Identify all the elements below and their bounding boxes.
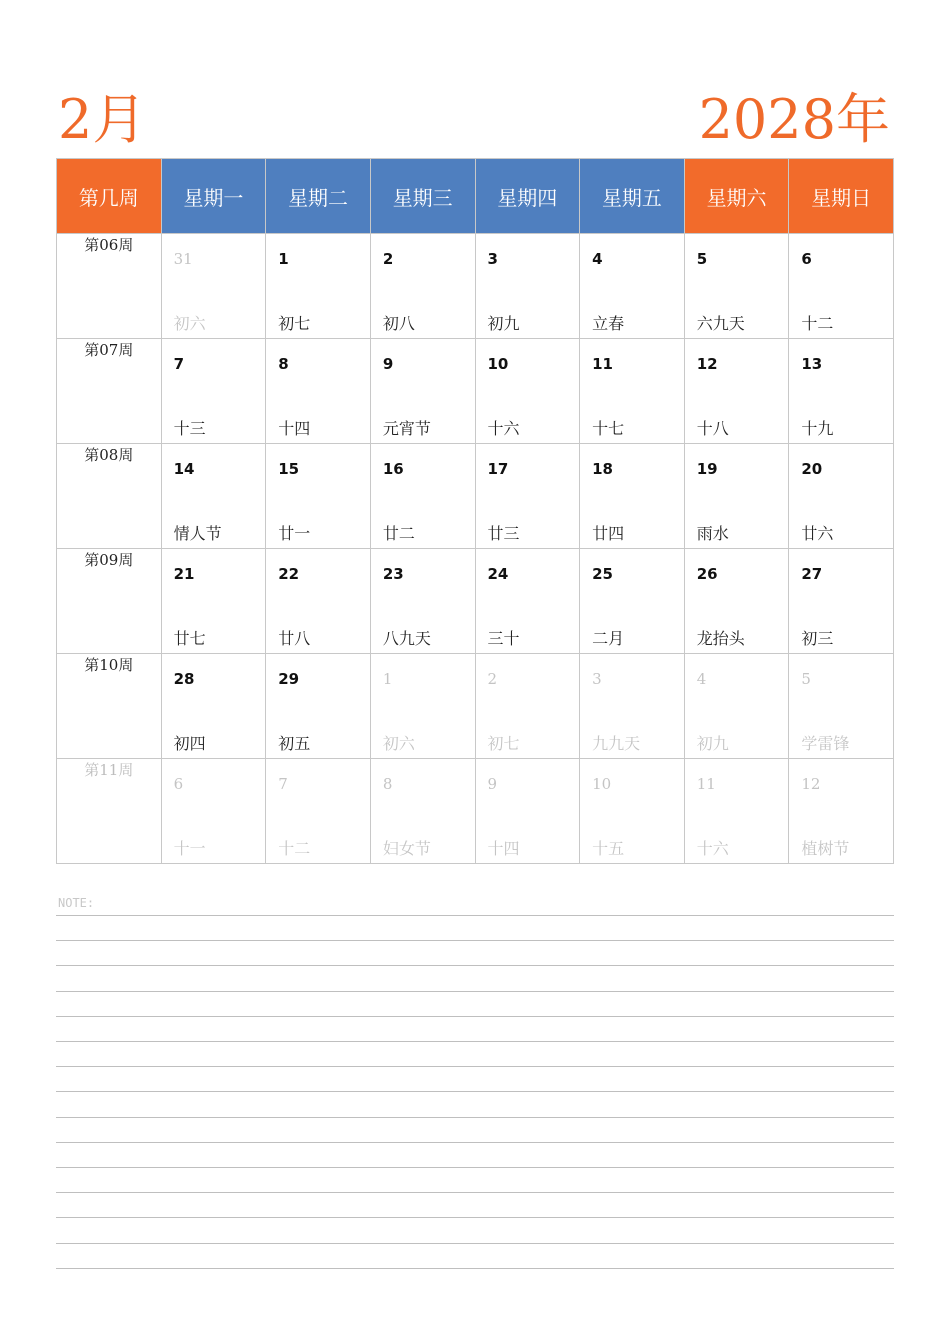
lunar-date: 雨水: [696, 524, 729, 543]
day-cell[interactable]: [370, 339, 475, 444]
lunar-date: 十九: [801, 419, 834, 438]
lunar-date: 元宵节: [382, 419, 431, 438]
day-cell[interactable]: [266, 549, 371, 654]
week-number-cell: 第08周: [57, 444, 162, 549]
weekday-header-row: [57, 159, 894, 234]
col-header-tuesday: 星期二: [266, 159, 371, 234]
day-cell[interactable]: [266, 339, 371, 444]
day-cell[interactable]: [161, 339, 266, 444]
day-number: 29: [278, 670, 300, 688]
day-cell[interactable]: [266, 444, 371, 549]
day-cell[interactable]: [266, 654, 371, 759]
day-number: 1: [278, 250, 289, 268]
day-number: 21: [173, 565, 195, 583]
week-row: [57, 759, 894, 864]
day-number: 10: [592, 775, 612, 793]
day-cell[interactable]: [789, 234, 894, 339]
day-cell[interactable]: [475, 654, 580, 759]
day-cell[interactable]: [370, 234, 475, 339]
lunar-date: 初五: [278, 734, 311, 753]
week-number-cell: 第09周: [57, 549, 162, 654]
day-cell[interactable]: [475, 759, 580, 864]
lunar-date: 二月: [592, 629, 625, 648]
lunar-date: 十四: [278, 419, 311, 438]
day-number: 13: [801, 355, 823, 373]
lunar-date: 妇女节: [382, 839, 431, 858]
lunar-date: 十七: [592, 419, 625, 438]
lunar-date: 十二: [801, 314, 834, 333]
day-cell[interactable]: [789, 654, 894, 759]
day-number: 9: [487, 775, 498, 793]
day-cell[interactable]: [475, 549, 580, 654]
day-number: 8: [278, 355, 289, 373]
day-cell[interactable]: [475, 444, 580, 549]
week-row: [57, 234, 894, 339]
day-number: 5: [696, 250, 708, 268]
lunar-date: 十八: [696, 419, 729, 438]
note-line: [56, 991, 894, 992]
day-number: 7: [173, 355, 185, 373]
day-cell[interactable]: [789, 549, 894, 654]
col-header-saturday: 星期六: [684, 159, 789, 234]
lunar-date: 植树节: [801, 839, 850, 858]
day-cell[interactable]: [580, 444, 685, 549]
note-line: [56, 1117, 894, 1118]
lunar-date: 十三: [173, 419, 206, 438]
week-number-cell: 第10周: [57, 654, 162, 759]
day-cell[interactable]: [370, 759, 475, 864]
week-row: [57, 654, 894, 759]
col-header-friday: 星期五: [580, 159, 685, 234]
day-cell[interactable]: [266, 234, 371, 339]
lunar-date: 情人节: [173, 524, 222, 543]
lunar-date: 十六: [696, 839, 729, 858]
month-title: 2月: [58, 88, 147, 151]
lunar-date: 初六: [382, 734, 415, 753]
day-cell[interactable]: [789, 759, 894, 864]
lunar-date: 八九天: [382, 629, 431, 648]
day-number: 15: [278, 460, 300, 478]
day-number: 11: [592, 355, 613, 373]
day-number: 23: [382, 565, 404, 583]
day-number: 4: [696, 670, 707, 688]
day-number: 12: [801, 775, 821, 793]
day-cell[interactable]: [684, 759, 789, 864]
note-line: [56, 965, 894, 966]
col-header-monday: 星期一: [161, 159, 266, 234]
day-number: 12: [696, 355, 718, 373]
day-number: 2: [382, 250, 394, 268]
day-number: 3: [487, 250, 498, 268]
note-line: [56, 1192, 894, 1193]
day-cell[interactable]: [684, 234, 789, 339]
lunar-date: 十四: [487, 839, 520, 858]
lunar-date: 初三: [801, 629, 834, 648]
day-cell[interactable]: [161, 759, 266, 864]
day-cell[interactable]: [789, 444, 894, 549]
day-number: 28: [173, 670, 195, 688]
week-number-cell: 第07周: [57, 339, 162, 444]
note-line: [56, 1167, 894, 1168]
note-line: [56, 1268, 894, 1269]
lunar-date: 初八: [382, 314, 415, 333]
lunar-date: 廿八: [278, 629, 311, 648]
note-line: [56, 1066, 894, 1067]
lunar-date: 初七: [278, 314, 311, 333]
day-cell[interactable]: [475, 339, 580, 444]
day-number: 5: [801, 670, 811, 688]
note-line: [56, 1142, 894, 1143]
day-cell[interactable]: [684, 444, 789, 549]
day-cell[interactable]: [684, 339, 789, 444]
lunar-date: 廿一: [278, 524, 311, 543]
note-line: [56, 915, 894, 916]
col-header-week: 第几周: [57, 159, 162, 234]
day-number: 22: [278, 565, 300, 583]
note-label: NOTE:: [58, 896, 95, 910]
day-number: 3: [592, 670, 602, 688]
lunar-date: 初九: [487, 314, 520, 333]
day-number: 11: [696, 775, 716, 793]
day-cell[interactable]: [475, 234, 580, 339]
day-cell[interactable]: [161, 549, 266, 654]
day-number: 27: [801, 565, 823, 583]
lunar-date: 廿二: [382, 524, 415, 543]
day-number: 16: [382, 460, 404, 478]
lunar-date: 十五: [592, 839, 625, 858]
note-line: [56, 1243, 894, 1244]
day-number: 8: [382, 775, 393, 793]
lunar-date: 初七: [487, 734, 520, 753]
lunar-date: 十六: [487, 419, 520, 438]
day-number: 7: [278, 775, 288, 793]
lunar-date: 廿六: [801, 524, 834, 543]
day-cell[interactable]: [580, 234, 685, 339]
lunar-date: 初四: [173, 734, 206, 753]
day-number: 24: [487, 565, 509, 583]
day-cell[interactable]: [684, 654, 789, 759]
lunar-date: 立春: [592, 314, 625, 333]
week-number-cell: 第11周: [57, 759, 162, 864]
day-number: 19: [696, 460, 718, 478]
lunar-date: 廿四: [592, 524, 625, 543]
calendar-grid: [56, 158, 894, 864]
week-number-cell: 第06周: [57, 234, 162, 339]
year-title: 2028年: [698, 88, 890, 151]
day-cell[interactable]: [789, 339, 894, 444]
note-line: [56, 940, 894, 941]
day-cell[interactable]: [580, 549, 685, 654]
day-number: 26: [696, 565, 718, 583]
lunar-date: 龙抬头: [696, 629, 745, 648]
day-cell[interactable]: [580, 654, 685, 759]
day-cell[interactable]: [161, 654, 266, 759]
note-line: [56, 1016, 894, 1017]
day-number: 18: [592, 460, 613, 478]
lunar-date: 十二: [278, 839, 311, 858]
day-number: 2: [487, 670, 498, 688]
day-number: 6: [173, 775, 184, 793]
note-line: [56, 1091, 894, 1092]
day-cell[interactable]: [580, 339, 685, 444]
day-cell[interactable]: [684, 549, 789, 654]
day-number: 4: [592, 250, 603, 268]
day-number: 6: [801, 250, 812, 268]
day-number: 17: [487, 460, 509, 478]
day-number: 25: [592, 565, 613, 583]
day-number: 10: [487, 355, 509, 373]
week-row: [57, 444, 894, 549]
day-number: 9: [382, 355, 394, 373]
lunar-date: 廿七: [173, 629, 206, 648]
lunar-date: 三十: [487, 629, 520, 648]
day-cell[interactable]: [370, 654, 475, 759]
lunar-date: 学雷锋: [801, 734, 850, 753]
col-header-sunday: 星期日: [789, 159, 894, 234]
col-header-wednesday: 星期三: [370, 159, 475, 234]
lunar-date: 九九天: [592, 734, 641, 753]
day-number: 14: [173, 460, 195, 478]
day-cell[interactable]: [370, 549, 475, 654]
week-row: [57, 549, 894, 654]
lunar-date: 十一: [173, 839, 206, 858]
lunar-date: 六九天: [696, 314, 745, 333]
day-cell[interactable]: [266, 759, 371, 864]
lunar-date: 初六: [173, 314, 206, 333]
col-header-thursday: 星期四: [475, 159, 580, 234]
note-line: [56, 1041, 894, 1042]
day-number: 1: [382, 670, 393, 688]
note-line: [56, 1217, 894, 1218]
day-number: 31: [173, 250, 193, 268]
day-number: 20: [801, 460, 823, 478]
lunar-date: 廿三: [487, 524, 520, 543]
week-row: [57, 339, 894, 444]
lunar-date: 初九: [696, 734, 729, 753]
day-cell[interactable]: [161, 234, 266, 339]
day-cell[interactable]: [580, 759, 685, 864]
day-cell[interactable]: [161, 444, 266, 549]
day-cell[interactable]: [370, 444, 475, 549]
